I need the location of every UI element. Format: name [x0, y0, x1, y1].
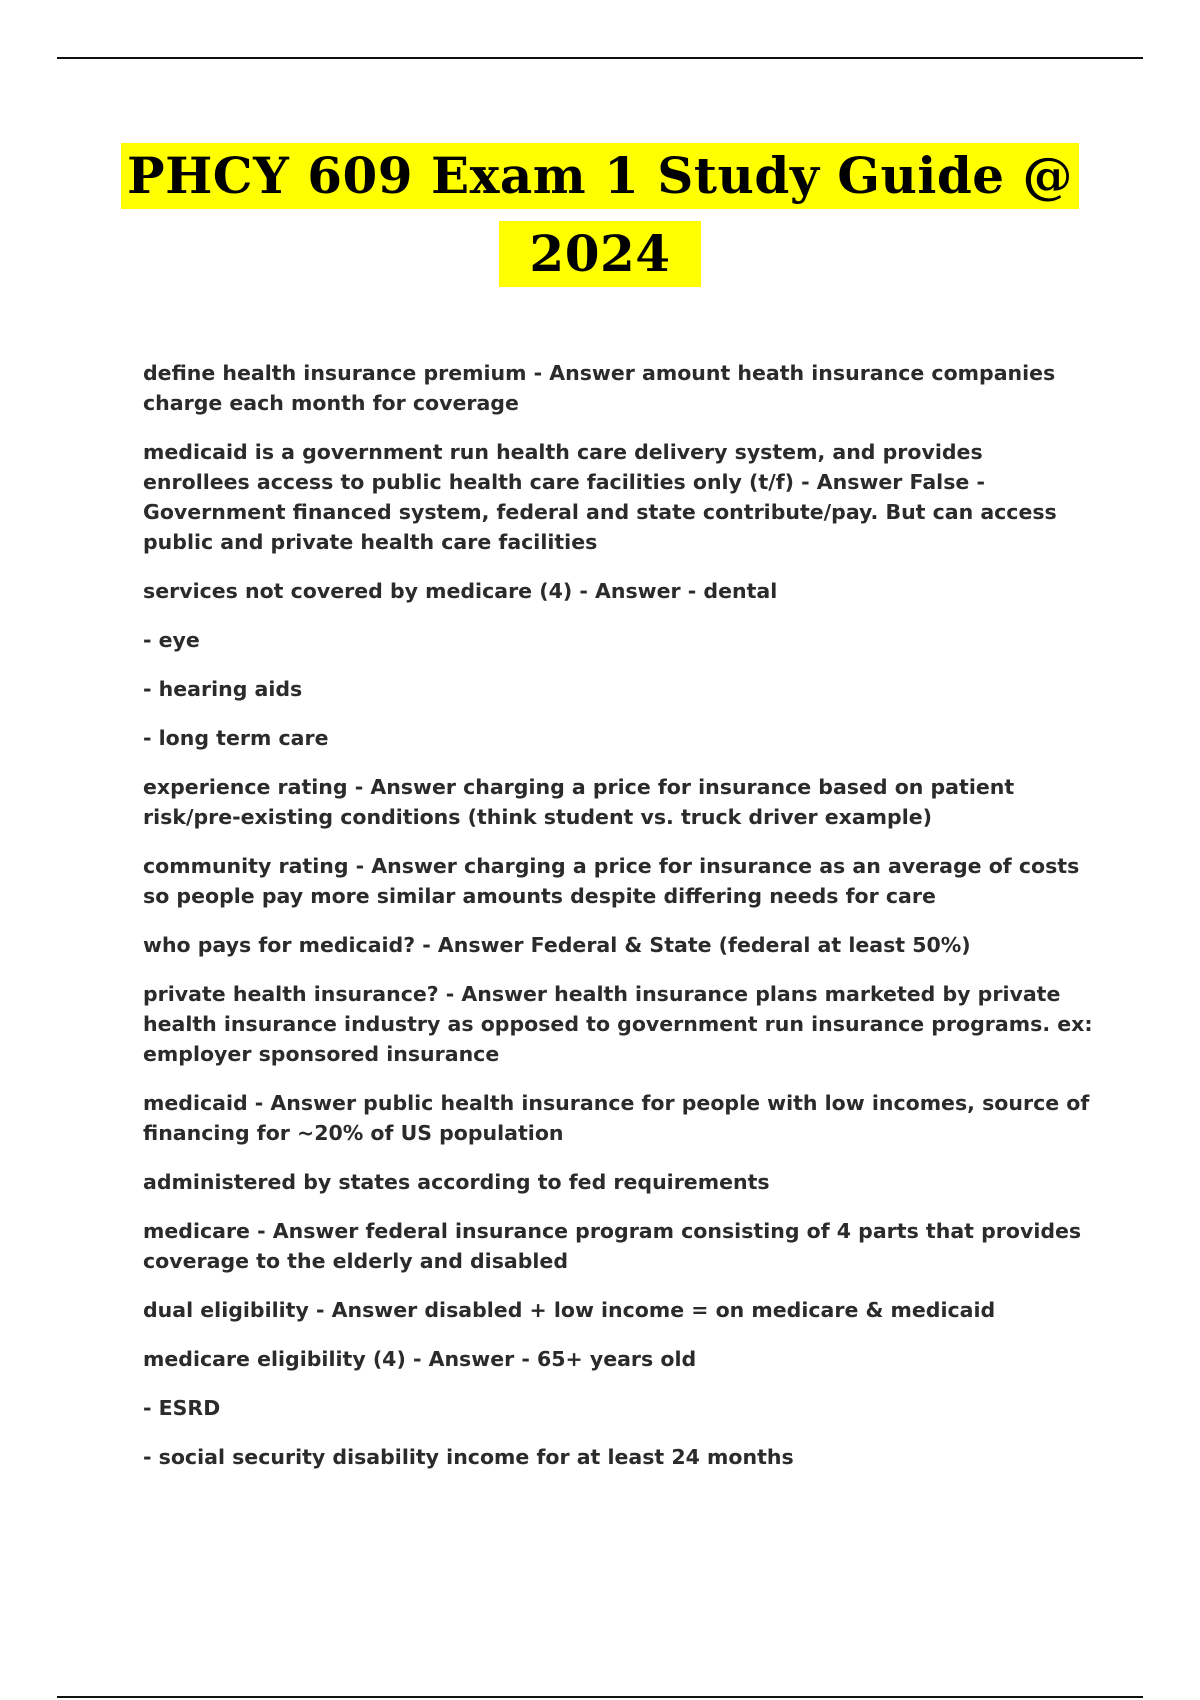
qa-entry: medicaid is a government run health care delivery system, and provides enrollees access to public health care facilities only (t/f) - Answer False - Government financed system, federal and state contribute/pay. But can access public and private health care facilities: [143, 440, 1057, 554]
qa-entry: community rating - Answer charging a price for insurance as an average of costs so people pay more similar amounts despite differing needs for care: [143, 854, 1080, 908]
document-title: [0, 143, 1200, 287]
list-item: - eye: [143, 628, 200, 652]
title-line-1: PHCY 609 Exam 1 Study Guide @: [121, 143, 1079, 209]
qa-entry: define health insurance premium - Answer amount heath insurance companies charge each month for coverage: [143, 361, 1056, 415]
list-item: - social security disability income for at least 24 months: [143, 1445, 794, 1469]
qa-entry: services not covered by medicare (4) - Answer - dental: [143, 579, 778, 603]
qa-entry: medicaid - Answer public health insurance for people with low incomes, source of financing for ~20% of US population: [143, 1091, 1090, 1145]
list-item: - hearing aids: [143, 677, 303, 701]
qa-entry: medicare eligibility (4) - Answer - 65+ years old: [143, 1347, 697, 1371]
list-item: - ESRD: [143, 1396, 221, 1420]
qa-entry: administered by states according to fed requirements: [143, 1170, 770, 1194]
title-line-2: 2024: [499, 221, 700, 287]
bottom-rule: [57, 1696, 1143, 1698]
qa-entry: medicare - Answer federal insurance program consisting of 4 parts that provides coverage to the elderly and disabled: [143, 1219, 1082, 1273]
list-item: - long term care: [143, 726, 329, 750]
top-rule: [57, 57, 1143, 59]
qa-entry: who pays for medicaid? - Answer Federal & State (federal at least 50%): [143, 933, 971, 957]
qa-entry: experience rating - Answer charging a price for insurance based on patient risk/pre-existing conditions (think student vs. truck driver example): [143, 775, 1015, 829]
qa-entry: dual eligibility - Answer disabled + low income = on medicare & medicaid: [143, 1298, 996, 1322]
study-guide-content: [143, 358, 1093, 1491]
qa-entry: private health insurance? - Answer health insurance plans marketed by private health insurance industry as opposed to government run insurance programs. ex: employer sponsored insurance: [143, 982, 1093, 1066]
